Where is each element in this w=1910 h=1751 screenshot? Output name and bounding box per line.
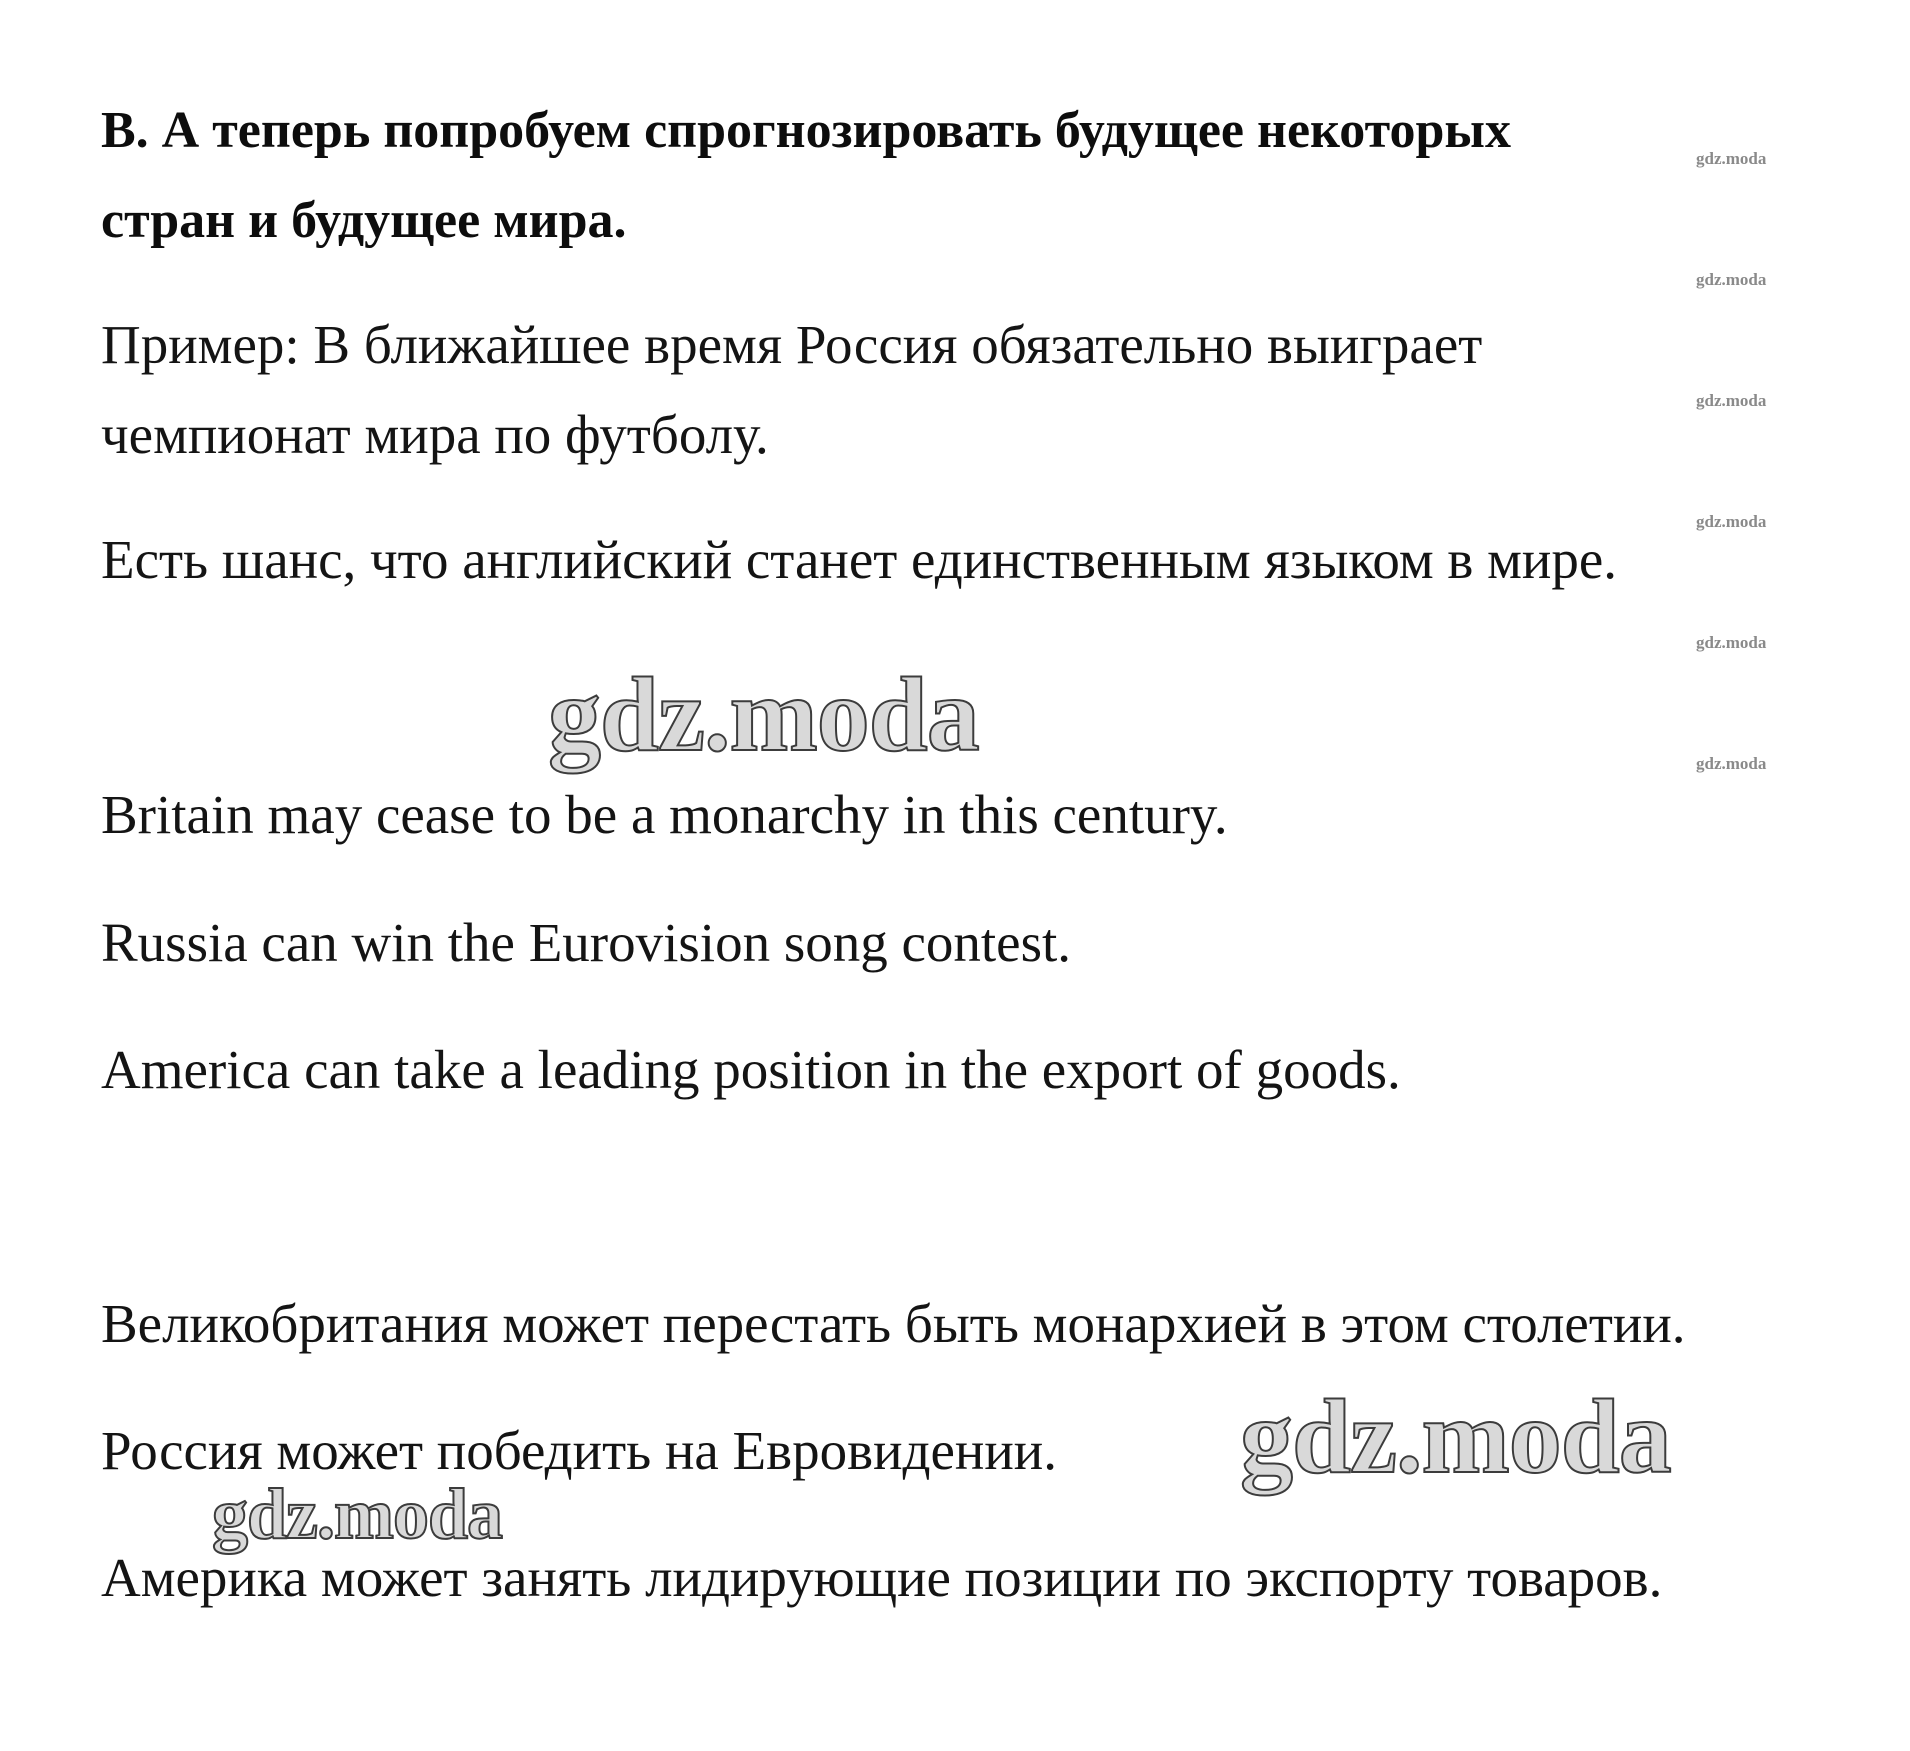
watermark-small: gdz.moda xyxy=(1696,391,1767,410)
watermark-large: gdz.moda xyxy=(548,656,979,773)
example-line-3: Есть шанс, что английский станет единственным языком в мире. xyxy=(101,529,1617,590)
watermark-small: gdz.moda xyxy=(1696,270,1767,289)
example-line-1: Пример: В ближайшее время Россия обязательно выиграет xyxy=(101,314,1483,375)
answer-ru-1: Великобритания может перестать быть монархией в этом столетии. xyxy=(101,1293,1686,1354)
watermark-large: gdz.moda xyxy=(1240,1378,1671,1495)
watermark-small: gdz.moda xyxy=(1696,754,1767,773)
task-heading-line-2: стран и будущее мира. xyxy=(101,192,627,249)
watermark-large: gdz.moda xyxy=(212,1474,503,1554)
answer-en-1: Britain may cease to be a monarchy in this century. xyxy=(101,784,1228,845)
answer-ru-2: Россия может победить на Евровидении. xyxy=(101,1420,1057,1481)
answer-en-3: America can take a leading position in the export of goods. xyxy=(101,1039,1401,1100)
answer-en-2: Russia can win the Eurovision song contest. xyxy=(101,912,1072,973)
watermark-small: gdz.moda xyxy=(1696,512,1767,531)
answer-ru-3: Америка может занять лидирующие позиции по экспорту товаров. xyxy=(101,1547,1663,1608)
watermark-small: gdz.moda xyxy=(1696,633,1767,652)
watermark-small: gdz.moda xyxy=(1696,149,1767,168)
task-heading-line-1: B. А теперь попробуем спрогнозировать будущее некоторых xyxy=(101,102,1511,159)
example-line-2: чемпионат мира по футболу. xyxy=(101,404,769,465)
